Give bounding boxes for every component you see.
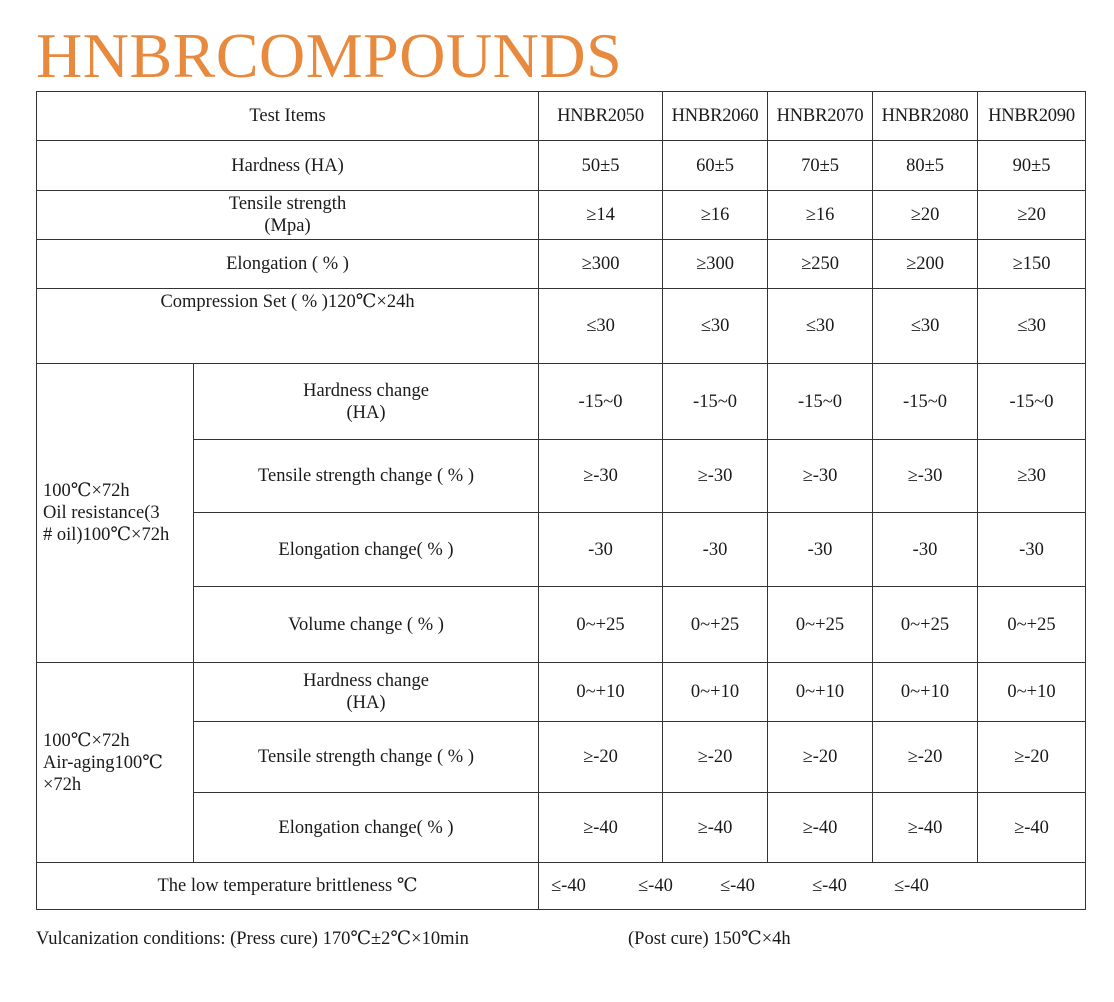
table-row bbox=[37, 513, 1086, 587]
table-cell: 50±5 bbox=[539, 141, 663, 191]
table-cell: ≥-20 bbox=[663, 722, 768, 793]
table-cell: ≤30 bbox=[663, 289, 768, 364]
table-cell: 90±5 bbox=[978, 141, 1086, 191]
table-cell: ≥-40 bbox=[873, 793, 978, 863]
table-cell: ≥300 bbox=[539, 240, 663, 289]
table-cell: -30 bbox=[663, 513, 768, 587]
table-row bbox=[37, 722, 1086, 793]
table-cell: ≥14 bbox=[539, 191, 663, 240]
table-cell: ≤-40 bbox=[551, 876, 586, 896]
table-cell: ≤-40 bbox=[894, 876, 929, 896]
table-cell: ≥-30 bbox=[768, 440, 873, 513]
vulcanization-conditions bbox=[36, 928, 791, 950]
table-cell: ≥16 bbox=[663, 191, 768, 240]
table-cell: -15~0 bbox=[978, 364, 1086, 440]
table-cell: ≥-40 bbox=[768, 793, 873, 863]
row-label: Hardness change (HA) bbox=[194, 364, 539, 440]
table-row bbox=[37, 440, 1086, 513]
table-cell: 0~+25 bbox=[539, 587, 663, 663]
table-row bbox=[37, 364, 1086, 440]
table-cell: ≥-20 bbox=[873, 722, 978, 793]
table-cell: -15~0 bbox=[873, 364, 978, 440]
table-cell: -15~0 bbox=[768, 364, 873, 440]
page-title: HNBRCOMPOUNDS bbox=[36, 20, 623, 91]
table-cell: 0~+10 bbox=[978, 663, 1086, 722]
table-cell: -30 bbox=[978, 513, 1086, 587]
row-label: Hardness (HA) bbox=[37, 141, 539, 191]
table-cell: ≥30 bbox=[978, 440, 1086, 513]
row-label: Tensile strength (Mpa) bbox=[37, 191, 539, 240]
table-cell: 0~+25 bbox=[663, 587, 768, 663]
column-header: HNBR2050 bbox=[539, 92, 663, 141]
table-cell: ≥150 bbox=[978, 240, 1086, 289]
row-label: Elongation change( % ) bbox=[194, 793, 539, 863]
table-cell: ≤30 bbox=[873, 289, 978, 364]
row-label: Tensile strength change ( % ) bbox=[194, 722, 539, 793]
table-cell: ≥250 bbox=[768, 240, 873, 289]
table-cell: 0~+10 bbox=[768, 663, 873, 722]
table-row bbox=[37, 587, 1086, 663]
column-header: HNBR2060 bbox=[663, 92, 768, 141]
group-label-air: 100℃×72h Air-aging100℃ ×72h bbox=[37, 663, 194, 863]
press-cure-text: Vulcanization conditions: (Press cure) 170℃±2℃×10min bbox=[36, 929, 469, 949]
row-label: Elongation change( % ) bbox=[194, 513, 539, 587]
table-cell: -15~0 bbox=[663, 364, 768, 440]
row-label: Elongation ( % ) bbox=[37, 240, 539, 289]
row-label: Tensile strength change ( % ) bbox=[194, 440, 539, 513]
table-row bbox=[37, 289, 1086, 364]
column-header: HNBR2080 bbox=[873, 92, 978, 141]
spec-table bbox=[36, 91, 1086, 910]
row-label: Hardness change (HA) bbox=[194, 663, 539, 722]
table-cell: 0~+25 bbox=[873, 587, 978, 663]
table-cell: ≥-30 bbox=[539, 440, 663, 513]
row-label: Volume change ( % ) bbox=[194, 587, 539, 663]
table-cell: ≥20 bbox=[978, 191, 1086, 240]
table-cell: ≤-40 bbox=[638, 876, 673, 896]
table-cell: -30 bbox=[873, 513, 978, 587]
table-cell: 0~+10 bbox=[873, 663, 978, 722]
table-cell: ≥-30 bbox=[663, 440, 768, 513]
table-cell: 0~+25 bbox=[978, 587, 1086, 663]
table-cell: ≥-20 bbox=[539, 722, 663, 793]
table-cell: ≥300 bbox=[663, 240, 768, 289]
row-label: Compression Set ( % )120℃×24h bbox=[37, 289, 539, 364]
group-label-oil: 100℃×72h Oil resistance(3 # oil)100℃×72h bbox=[37, 364, 194, 663]
table-row bbox=[37, 663, 1086, 722]
table-row bbox=[37, 191, 1086, 240]
table-cell: ≥20 bbox=[873, 191, 978, 240]
low-temp-values bbox=[539, 863, 1086, 910]
table-cell: 0~+10 bbox=[663, 663, 768, 722]
table-cell: ≥-40 bbox=[663, 793, 768, 863]
table-cell: 0~+25 bbox=[768, 587, 873, 663]
table-cell: ≤-40 bbox=[812, 876, 847, 896]
column-header: HNBR2090 bbox=[978, 92, 1086, 141]
table-cell: ≥-20 bbox=[978, 722, 1086, 793]
table-cell: ≤-40 bbox=[720, 876, 755, 896]
table-row bbox=[37, 793, 1086, 863]
table-cell: -30 bbox=[539, 513, 663, 587]
header-label: Test Items bbox=[37, 92, 539, 141]
table-cell: ≥-40 bbox=[978, 793, 1086, 863]
row-label: The low temperature brittleness ℃ bbox=[37, 863, 539, 910]
table-cell: -15~0 bbox=[539, 364, 663, 440]
table-cell: ≥-20 bbox=[768, 722, 873, 793]
table-cell: 70±5 bbox=[768, 141, 873, 191]
table-cell: 0~+10 bbox=[539, 663, 663, 722]
table-cell: ≤30 bbox=[768, 289, 873, 364]
table-cell: ≤30 bbox=[539, 289, 663, 364]
table-row bbox=[37, 240, 1086, 289]
table-cell: ≥-30 bbox=[873, 440, 978, 513]
table-row bbox=[37, 863, 1086, 910]
table-row bbox=[37, 141, 1086, 191]
table-cell: 80±5 bbox=[873, 141, 978, 191]
post-cure-text: (Post cure) 150℃×4h bbox=[628, 929, 791, 949]
table-cell: -30 bbox=[768, 513, 873, 587]
table-cell: ≥-40 bbox=[539, 793, 663, 863]
table-cell: ≥200 bbox=[873, 240, 978, 289]
table-cell: ≤30 bbox=[978, 289, 1086, 364]
column-header: HNBR2070 bbox=[768, 92, 873, 141]
header-row bbox=[37, 92, 1086, 141]
table-cell: 60±5 bbox=[663, 141, 768, 191]
table-cell: ≥16 bbox=[768, 191, 873, 240]
